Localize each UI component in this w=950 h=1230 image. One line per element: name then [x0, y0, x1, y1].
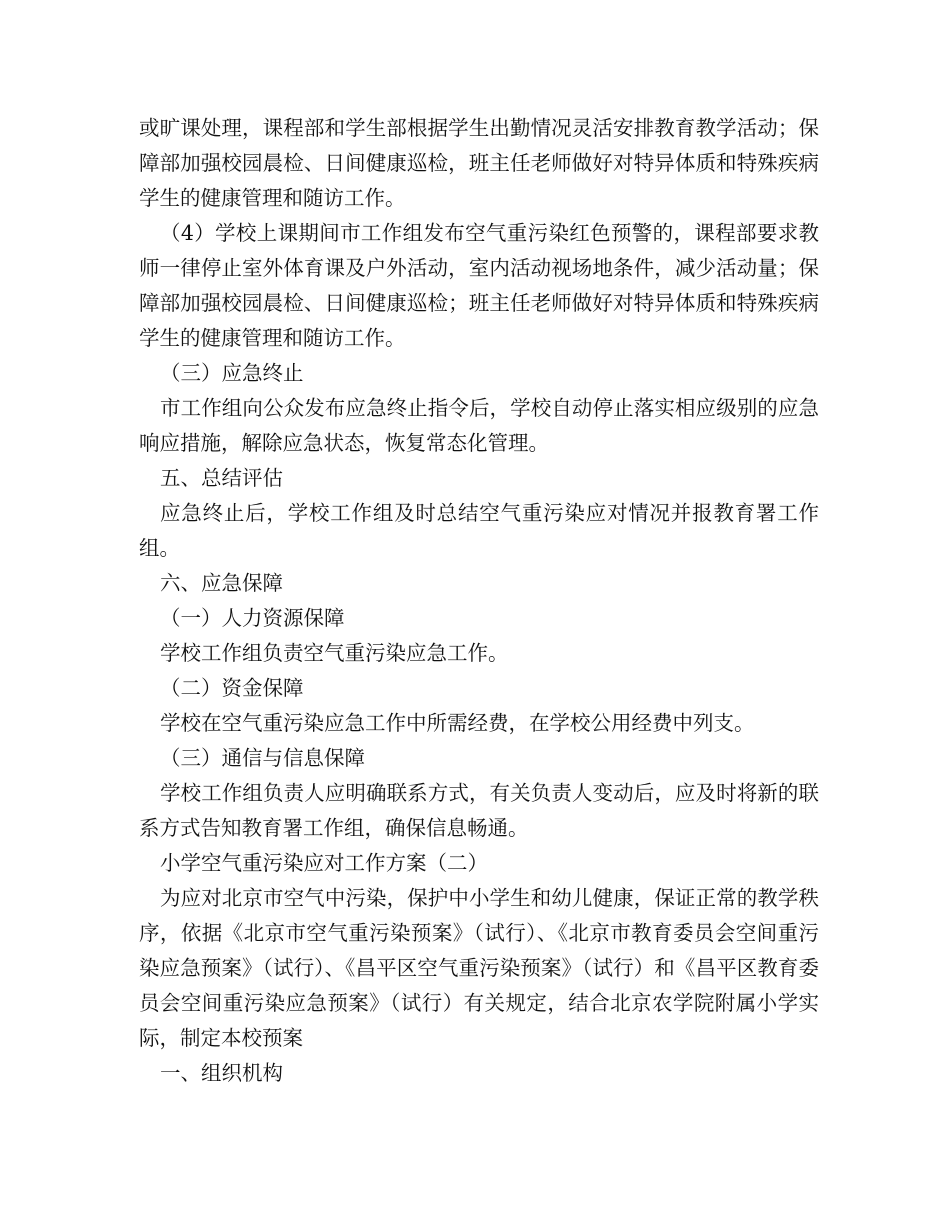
heading-organization: 一、组织机构 [160, 1061, 283, 1085]
heading-emergency-termination: （三）应急终止 [160, 361, 304, 385]
paragraph-plan-basis: 为应对北京市空气中污染，保护中小学生和幼儿健康，保证正常的教学秩序，依据《北京市空气重污染预案》（试行）、《北京市教育委员会空间重污染应急预案》（试行）、《昌平区空气重污染预案》（试行）和《昌平区教育委员会空间重污染应急预案》（试行）有关规定，结合北京农学院附属小学实际，制定本校预案 [139, 886, 819, 1050]
heading-plan-two: 小学空气重污染应对工作方案（二） [160, 851, 488, 875]
heading-summary-evaluation: 五、总结评估 [160, 466, 283, 490]
paragraph-termination: 市工作组向公众发布应急终止指令后，学校自动停止落实相应级别的应急响应措施，解除应急状态，恢复常态化管理。 [139, 396, 819, 455]
heading-communication: （三）通信与信息保障 [160, 746, 365, 770]
paragraph-continuation: 或旷课处理，课程部和学生部根据学生出勤情况灵活安排教育教学活动；保障部加强校园晨检、日间健康巡检，班主任老师做好对特异体质和特殊疾病学生的健康管理和随访工作。 [139, 116, 819, 210]
paragraph-summary: 应急终止后，学校工作组及时总结空气重污染应对情况并报教育署工作组。 [139, 501, 819, 560]
heading-emergency-support: 六、应急保障 [160, 571, 283, 595]
paragraph-communication: 学校工作组负责人应明确联系方式，有关负责人变动后，应及时将新的联系方式告知教育署工作组，确保信息畅通。 [139, 781, 819, 840]
paragraph-red-alert: （4）学校上课期间市工作组发布空气重污染红色预警的，课程部要求教师一律停止室外体育课及户外活动，室内活动视场地条件，减少活动量；保障部加强校园晨检、日间健康巡检；班主任老师做好对特异体质和特殊疾病学生的健康管理和随访工作。 [139, 221, 819, 350]
heading-funding: （二）资金保障 [160, 676, 304, 700]
heading-human-resources: （一）人力资源保障 [160, 606, 345, 630]
paragraph-human-resources: 学校工作组负责空气重污染应急工作。 [160, 641, 509, 665]
paragraph-funding: 学校在空气重污染应急工作中所需经费，在学校公用经费中列支。 [160, 711, 755, 735]
document-body [139, 111, 819, 1091]
